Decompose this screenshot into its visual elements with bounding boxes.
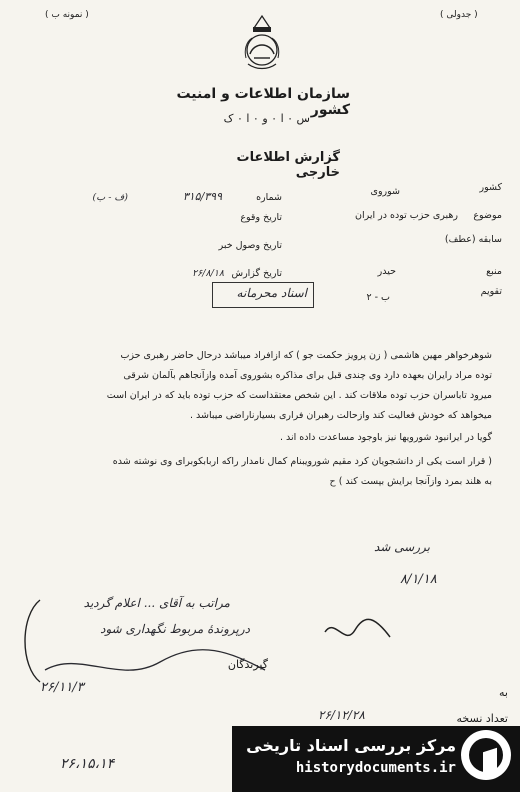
- subject-label: موضوع: [473, 210, 502, 221]
- number-suffix: (ف - ب): [92, 192, 128, 203]
- date-occurrence-label: تاریخ وقوع: [240, 212, 282, 223]
- form-label-right: ( جدولی ): [440, 10, 478, 20]
- report-date-value: ۲۶/۸/۱۸: [192, 268, 224, 279]
- subject-value: رهبری حزب توده در ایران: [355, 210, 458, 221]
- source-label: منبع: [486, 266, 502, 277]
- form-label-left: ( نمونه ب ): [45, 10, 89, 20]
- org-title: سازمان اطلاعات و امنیت کشور: [176, 86, 350, 118]
- number-value: ۳۱۵/۳۹۹: [182, 190, 222, 203]
- archive-url[interactable]: historydocuments.ir: [295, 760, 456, 776]
- date-left: ۲۶/۱۱/۳: [40, 680, 84, 695]
- archive-title: مرکز بررسی اسناد تاریخی: [246, 736, 456, 755]
- source-value: حیدر: [377, 266, 396, 277]
- date-received-label: تاریخ وصول خبر: [218, 240, 282, 251]
- evaluation-label: تقویم: [480, 286, 502, 297]
- country-value: شوروی: [370, 186, 400, 197]
- body-line-1: شوهرخواهر مهین هاشمی ( زن پرویز حکمت جو ) که ازافراد میباشد درحال حاضر رهبری حزب: [120, 350, 492, 361]
- note-line-1: مراتب به آقای ... اعلام گردید: [83, 596, 230, 610]
- note-reviewed: بررسی شد: [374, 540, 430, 554]
- country-label: کشور: [479, 182, 502, 193]
- body-line-7: به هلند بمرد وازآنجا برایش بپست کند ) ح: [329, 476, 492, 487]
- stamp-text: اسناد محرمانه: [236, 286, 307, 300]
- to-label: به: [499, 686, 508, 699]
- body-line-5: گویا در ایرانبود شورویها نیز باوجود مساعدت داده اند .: [279, 432, 492, 443]
- body-line-6: ( قرار است یکی از دانشجویان کرد مقیم شورویبنام کمال نامدار راکه اربابکوبرای وی نوشته شده: [112, 456, 492, 467]
- copies-label: تعداد نسخه: [456, 712, 508, 725]
- body-line-2: توده مراد رایران بعهده دارد وی چندی قبل برای مذاکره بشوروی آمده وازآنجاهم بآلمان شرقی: [123, 370, 492, 381]
- number-label: شماره: [256, 192, 282, 203]
- signature-scribble-icon: [40, 640, 270, 690]
- evaluation-value: ب - ۲: [366, 292, 390, 303]
- recipients-label: گیرندگان: [227, 658, 268, 671]
- archive-logo-icon: [461, 730, 511, 780]
- body-line-4: میخواهد که خودش فعالیت کند وازحالت رهبران فراری بسیارناراضی میباشد .: [189, 410, 492, 421]
- signature-initials-icon: [320, 612, 400, 652]
- body-line-3: میرود تاباسران حزب توده ملاقات کند . این شخص معتقداست که حزب توده باید که در ایران است: [106, 390, 492, 401]
- report-title: گزارش اطلاعات خارجی: [236, 150, 340, 180]
- note-date: ۸/۱/۱۸: [400, 572, 437, 587]
- classification-stamp: [212, 282, 314, 308]
- note-line-2: درپروندهٔ مربوط نگهداری شود: [100, 622, 250, 636]
- lion-and-sun-emblem-icon: [240, 14, 284, 72]
- reference-label: سابقه (عطف): [444, 234, 502, 245]
- number-annotation: ۲۶/۱۲/۲۸: [318, 708, 365, 722]
- date-bottom-left: ۲۶،۱۵،۱۴: [60, 756, 115, 772]
- report-date-label: تاریخ گزارش: [231, 268, 282, 279]
- org-code: س ۰ ا ۰ و ۰ ا ۰ ک: [223, 112, 310, 125]
